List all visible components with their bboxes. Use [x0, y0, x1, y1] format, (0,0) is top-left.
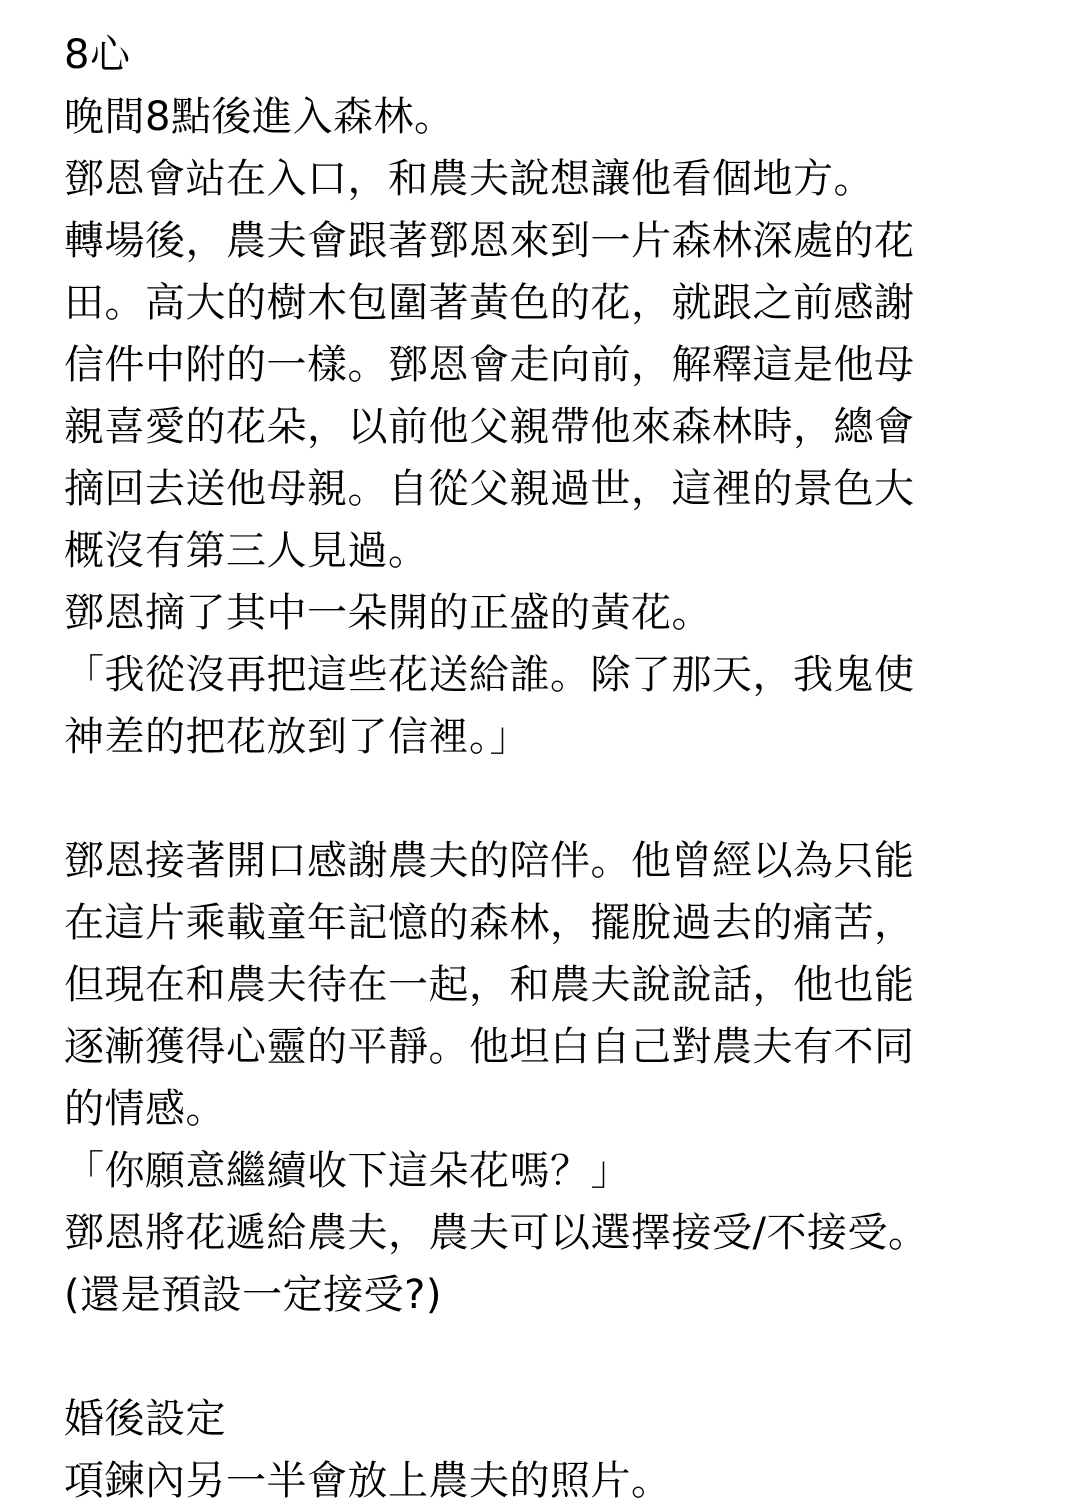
text-line: 田。高大的樹木包圍著黃色的花，就跟之前感謝: [64, 280, 915, 326]
text-line: 摘回去送他母親。自從父親過世，這裡的景色大: [64, 466, 915, 512]
heading-8-hearts: 8心: [64, 32, 131, 78]
text-line: 信件中附的一樣。鄧恩會走向前，解釋這是他母: [64, 342, 915, 388]
text-line: 鄧恩接著開口感謝農夫的陪伴。他曾經以為只能: [64, 838, 915, 884]
dialogue-line: 「你願意繼續收下這朵花嗎？」: [64, 1148, 631, 1194]
dialogue-line: 「我從沒再把這些花送給誰。除了那天，我鬼使: [64, 652, 915, 698]
heading-after-marriage: 婚後設定: [64, 1396, 226, 1442]
text-line: 項鍊內另一半會放上農夫的照片。: [64, 1458, 672, 1504]
text-line: 在這片乘載童年記憶的森林，擺脫過去的痛苦，: [64, 900, 915, 946]
text-line: (還是預設一定接受?): [64, 1272, 442, 1318]
document-body: [64, 24, 1004, 1512]
text-line: 的情感。: [64, 1086, 226, 1132]
paragraph-gap: [64, 1326, 1004, 1388]
text-line: 親喜愛的花朵，以前他父親帶他來森林時，總會: [64, 404, 915, 450]
text-line: 晚間8點後進入森林。: [64, 94, 455, 140]
text-line: 逐漸獲得心靈的平靜。他坦白自己對農夫有不同: [64, 1024, 915, 1070]
text-line: 轉場後，農夫會跟著鄧恩來到一片森林深處的花: [64, 218, 915, 264]
text-line: 但現在和農夫待在一起，和農夫說說話，他也能: [64, 962, 915, 1008]
text-line: 鄧恩摘了其中一朵開的正盛的黃花。: [64, 590, 712, 636]
paragraph-gap: [64, 768, 1004, 830]
dialogue-line: 神差的把花放到了信裡。」: [64, 714, 530, 760]
text-line: 概沒有第三人見過。: [64, 528, 429, 574]
text-line: 鄧恩會站在入口，和農夫說想讓他看個地方。: [64, 156, 874, 202]
text-line: 鄧恩將花遞給農夫，農夫可以選擇接受/不接受。: [64, 1210, 929, 1256]
